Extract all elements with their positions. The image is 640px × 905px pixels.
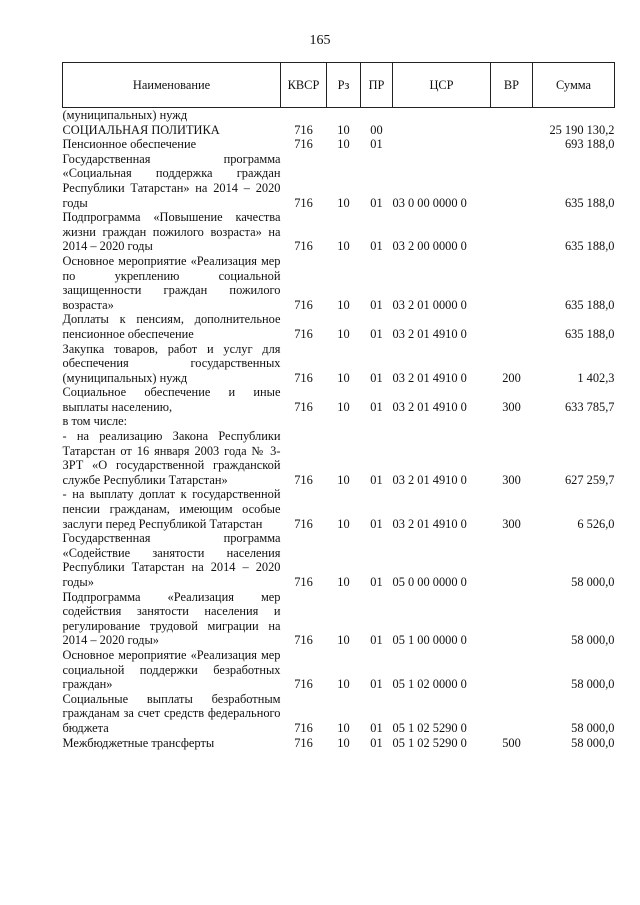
cell-kvsr: 716 [294, 399, 313, 414]
table-row [63, 385, 615, 414]
cell-name: Основное мероприятие «Реализация мер по укреплению социальной защищенности граждан пожилого возраста» [62, 253, 281, 312]
cell-kvsr: 716 [294, 239, 313, 254]
cell-sum: 693 188,0 [564, 137, 615, 152]
cell-pr: 01 [370, 297, 383, 312]
cell-rz: 10 [337, 575, 350, 589]
cell-csr [393, 108, 491, 123]
cell-csr [393, 414, 491, 429]
cell-kvsr: 716 [294, 195, 313, 210]
cell-pr: 01 [370, 239, 383, 254]
cell-sum: 6 526,0 [577, 516, 615, 531]
budget-table [62, 62, 615, 750]
cell-pr: 01 [370, 633, 383, 648]
cell-vr: 300 [502, 472, 521, 487]
table-row [63, 736, 615, 751]
cell-csr: 03 0 00 0000 0 [392, 195, 467, 210]
cell-sum: 1 402,3 [577, 370, 615, 385]
cell-vr: 500 [502, 735, 521, 750]
cell-pr: 01 [370, 326, 383, 341]
cell-csr: 05 1 00 0000 0 [392, 633, 467, 648]
cell-name: - на реализацию Закона Республики Татарстан от 16 января 2003 года № 3-ЗРТ «О государственной гражданской службе Республики Татарстан» [62, 429, 281, 487]
table-row [63, 312, 615, 341]
cell-kvsr: 716 [294, 472, 313, 487]
table-row [63, 123, 615, 138]
cell-pr: 01 [370, 137, 383, 152]
table-row [63, 342, 615, 386]
cell-name: Межбюджетные трансферты [62, 735, 215, 750]
cell-pr: 01 [370, 720, 383, 735]
cell-kvsr [281, 414, 327, 429]
table-row [63, 692, 615, 736]
table-row [63, 531, 615, 589]
cell-name: - на выплату доплат к государственной пенсии гражданам, имеющим особые заслуги перед Республикой Татарстан [62, 487, 281, 531]
cell-vr [491, 414, 533, 429]
table-row [63, 137, 615, 152]
table-row [63, 648, 615, 692]
cell-sum: 627 259,7 [564, 472, 615, 487]
header-name: Наименование [63, 63, 281, 108]
cell-csr [393, 123, 491, 138]
cell-name: Социальное обеспечение и иные выплаты населению, [62, 385, 281, 414]
cell-name: Основное мероприятие «Реализация мер социальной поддержки безработных граждан» [62, 647, 281, 692]
cell-name: (муниципальных) нужд [62, 108, 188, 122]
cell-rz: 10 [337, 399, 350, 414]
cell-rz: 10 [337, 195, 350, 210]
table-row [63, 108, 615, 123]
table-row [63, 487, 615, 531]
cell-name: Государственная программа «Содействие занятости населения Республики Татарстан на 2014 – 2020 годы» [62, 531, 281, 589]
cell-pr: 01 [370, 195, 383, 210]
cell-kvsr: 716 [294, 633, 313, 648]
cell-kvsr: 716 [294, 516, 313, 531]
cell-vr: 200 [502, 370, 521, 385]
cell-csr [393, 137, 491, 152]
cell-name: Социальные выплаты безработным гражданам за счет средств федерального бюджета [62, 691, 281, 735]
cell-pr: 01 [370, 677, 383, 692]
cell-rz: 10 [337, 239, 350, 254]
cell-pr [361, 108, 393, 123]
cell-kvsr: 716 [294, 370, 313, 385]
cell-vr [491, 692, 533, 736]
cell-name: Подпрограмма «Реализация мер содействия занятости населения и регулирование трудовой миграции на 2014 – 2020 годы» [62, 589, 281, 648]
cell-sum: 58 000,0 [571, 735, 615, 750]
cell-rz [327, 414, 361, 429]
cell-kvsr: 716 [294, 575, 313, 589]
cell-pr: 00 [370, 122, 383, 137]
cell-sum: 25 190 130,2 [549, 122, 615, 137]
cell-pr: 01 [370, 735, 383, 750]
cell-rz: 10 [337, 137, 350, 152]
cell-name: Государственная программа «Социальная поддержка граждан Республики Татарстан» на 2014 – 2020 годы [62, 151, 281, 210]
cell-kvsr: 716 [294, 326, 313, 341]
cell-rz: 10 [337, 516, 350, 531]
cell-rz: 10 [337, 122, 350, 137]
header-sum: Сумма [533, 63, 615, 108]
cell-sum: 58 000,0 [571, 677, 615, 692]
cell-pr: 01 [370, 472, 383, 487]
table-header [63, 63, 615, 108]
cell-name: в том числе: [62, 414, 128, 429]
cell-csr: 03 2 01 4910 0 [392, 472, 467, 487]
cell-vr [491, 254, 533, 312]
cell-csr: 05 1 02 5290 0 [392, 735, 467, 750]
cell-vr [491, 590, 533, 648]
cell-kvsr: 716 [294, 677, 313, 692]
cell-sum: 635 188,0 [564, 326, 615, 341]
table-row [63, 210, 615, 254]
cell-kvsr: 716 [294, 720, 313, 735]
cell-rz: 10 [337, 633, 350, 648]
cell-kvsr: 716 [294, 297, 313, 312]
cell-rz: 10 [337, 735, 350, 750]
cell-csr: 03 2 01 4910 0 [392, 370, 467, 385]
cell-csr: 05 1 02 5290 0 [392, 720, 467, 735]
cell-vr [491, 312, 533, 341]
cell-name: Пенсионное обеспечение [62, 137, 197, 152]
cell-sum: 58 000,0 [571, 720, 615, 735]
cell-vr [491, 210, 533, 254]
table-body [63, 108, 615, 751]
cell-name: Доплаты к пенсиям, дополнительное пенсионное обеспечение [62, 312, 281, 341]
cell-rz: 10 [337, 472, 350, 487]
cell-vr [491, 108, 533, 123]
cell-sum: 635 188,0 [564, 297, 615, 312]
cell-kvsr: 716 [294, 735, 313, 750]
cell-csr: 03 2 01 4910 0 [392, 399, 467, 414]
cell-rz: 10 [337, 326, 350, 341]
cell-sum [533, 108, 615, 123]
cell-rz: 10 [337, 370, 350, 385]
table-row [63, 414, 615, 429]
cell-vr [491, 648, 533, 692]
cell-name: СОЦИАЛЬНАЯ ПОЛИТИКА [62, 122, 220, 137]
cell-rz: 10 [337, 720, 350, 735]
header-kvsr: КВСР [281, 63, 327, 108]
header-pr: ПР [361, 63, 393, 108]
cell-pr: 01 [370, 399, 383, 414]
cell-csr: 05 0 00 0000 0 [392, 575, 467, 589]
cell-vr [491, 152, 533, 210]
cell-pr: 01 [370, 516, 383, 531]
cell-rz: 10 [337, 297, 350, 312]
cell-sum: 635 188,0 [564, 239, 615, 254]
cell-kvsr [281, 108, 327, 123]
cell-csr: 03 2 01 4910 0 [392, 326, 467, 341]
header-csr: ЦСР [393, 63, 491, 108]
cell-csr: 03 2 00 0000 0 [392, 239, 467, 254]
cell-vr [491, 123, 533, 138]
cell-pr [361, 414, 393, 429]
cell-vr [491, 531, 533, 589]
cell-vr: 300 [502, 516, 521, 531]
cell-rz [327, 108, 361, 123]
cell-vr: 300 [502, 399, 521, 414]
cell-sum: 635 188,0 [564, 195, 615, 210]
header-rz: Рз [327, 63, 361, 108]
cell-vr [491, 137, 533, 152]
table-row [63, 254, 615, 312]
table-row [63, 429, 615, 487]
cell-csr: 05 1 02 0000 0 [392, 677, 467, 692]
cell-name: Закупка товаров, работ и услуг для обеспечения государственных (муниципальных) нужд [62, 341, 281, 385]
table-row [63, 590, 615, 648]
cell-sum [533, 414, 615, 429]
cell-rz: 10 [337, 677, 350, 692]
page-number: 165 [309, 33, 331, 48]
cell-name: Подпрограмма «Повышение качества жизни граждан пожилого возраста» на 2014 – 2020 годы [62, 210, 281, 254]
cell-csr: 03 2 01 4910 0 [392, 516, 467, 531]
cell-kvsr: 716 [294, 122, 313, 137]
cell-sum: 58 000,0 [571, 575, 615, 589]
cell-pr: 01 [370, 575, 383, 589]
cell-sum: 58 000,0 [571, 633, 615, 648]
cell-csr: 03 2 01 0000 0 [392, 297, 467, 312]
cell-kvsr: 716 [294, 137, 313, 152]
cell-pr: 01 [370, 370, 383, 385]
table-row [63, 152, 615, 210]
header-vr: ВР [491, 63, 533, 108]
cell-sum: 633 785,7 [564, 399, 615, 414]
